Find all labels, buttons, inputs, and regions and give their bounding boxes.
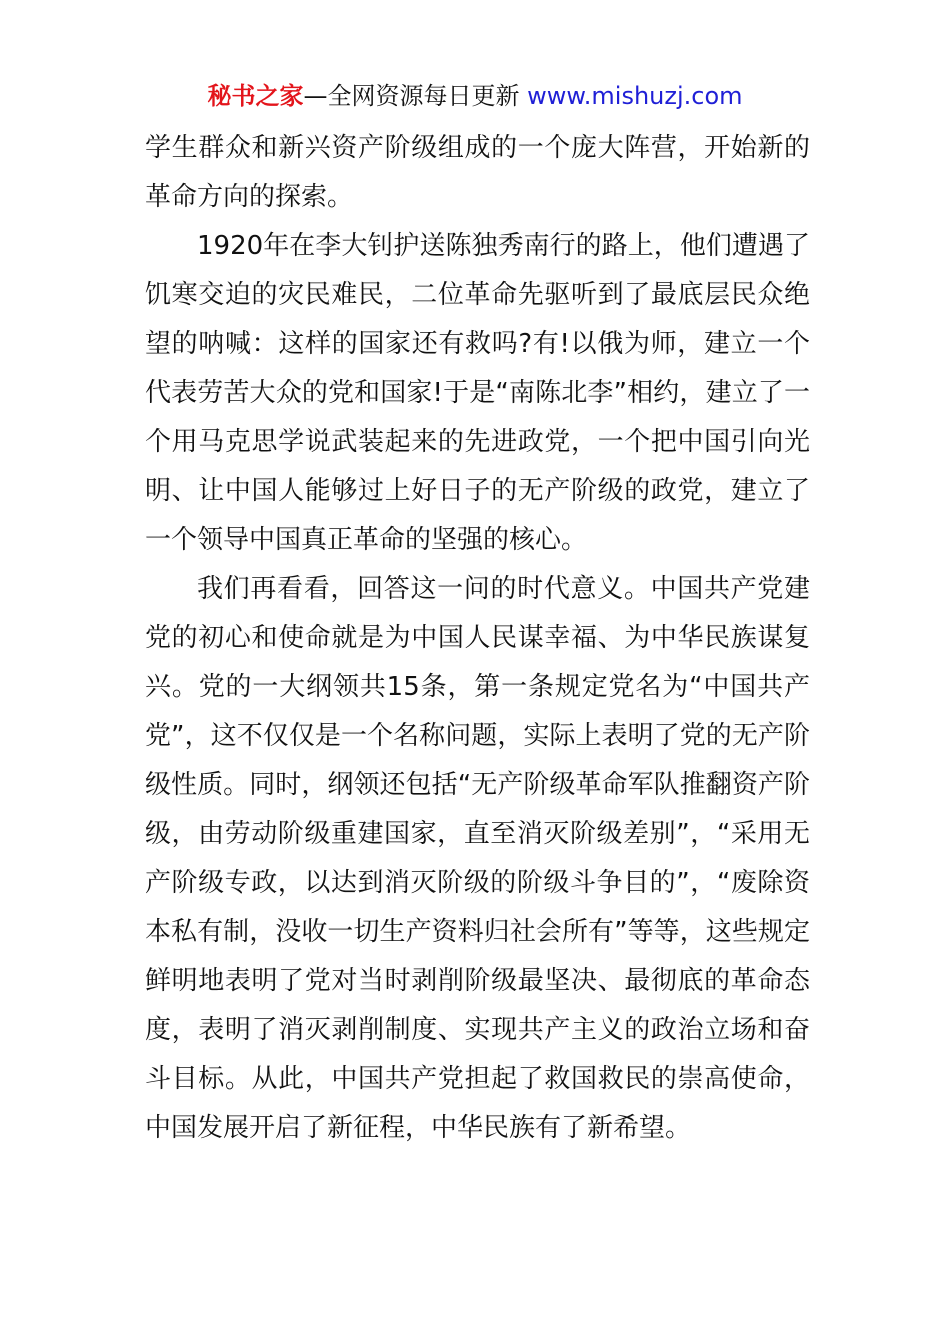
- site-url-link[interactable]: www.mishuzj.com: [527, 82, 743, 110]
- paragraph-1920-history: 1920年在李大钊护送陈独秀南行的路上，他们遭遇了饥寒交迫的灾民难民，二位革命先驱听到了最底层民众绝望的呐喊：这样的国家还有救吗?有!以俄为师，建立一个代表劳苦大众的党和国家!于是“南陈北李”相约，建立了一个用马克思学说武装起来的先进政党，一个把中国引向光明、让中国人能够过上好日子的无产阶级的政党，建立了一个领导中国真正革命的坚强的核心。: [145, 231, 810, 555]
- paragraph-era-significance: 我们再看看，回答这一问的时代意义。中国共产党建党的初心和使命就是为中国人民谋幸福、为中华民族谋复兴。党的一大纲领共15条，第一条规定党名为“中国共产党”，这不仅仅是一个名称问题，实际上表明了党的无产阶级性质。同时，纲领还包括“无产阶级革命军队推翻资产阶级，由劳动阶级重建国家，直至消灭阶级差别”，“采用无产阶级专政，以达到消灭阶级的阶级斗争目的”，“废除资本私有制，没收一切生产资料归社会所有”等等，这些规定鲜明地表明了党对当时剥削阶级最坚决、最彻底的革命态度，表明了消灭剥削制度、实现共产主义的政治立场和奋斗目标。从此，中国共产党担起了救国救民的崇高使命，中国发展开启了新征程，中华民族有了新希望。: [145, 574, 810, 1143]
- document-body: [145, 124, 810, 1153]
- site-brand: 秘书之家: [207, 82, 304, 110]
- site-header: [0, 80, 950, 112]
- site-tagline: —全网资源每日更新: [303, 82, 520, 110]
- paragraph-continued: 学生群众和新兴资产阶级组成的一个庞大阵营，开始新的革命方向的探索。: [145, 133, 810, 212]
